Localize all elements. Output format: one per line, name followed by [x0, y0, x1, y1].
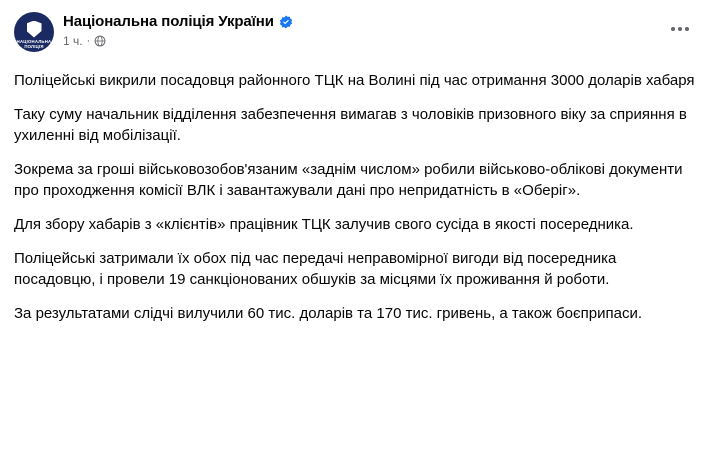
meta-separator: ·	[86, 35, 91, 47]
avatar-label: НАЦІОНАЛЬНА ПОЛІЦІЯ	[16, 39, 52, 49]
post-text	[14, 70, 695, 324]
post-meta	[63, 34, 293, 48]
post-paragraph: Таку суму начальник відділення забезпечення вимагав з чоловіків призовного віку за сприяння в ухиленні від мобілізації.	[14, 106, 687, 144]
police-shield-icon	[27, 21, 42, 38]
globe-icon	[94, 35, 106, 47]
author-row	[63, 13, 293, 31]
post-timestamp[interactable]: 1 ч.	[63, 34, 83, 48]
post-paragraph: За результатами слідчі вилучили 60 тис. доларів та 170 тис. гривень, а також боєприпаси.	[14, 305, 643, 322]
avatar[interactable]	[14, 12, 54, 52]
post-paragraph: Поліцейські затримали їх обох під час передачі неправомірної вигоди від посередника посадовцю, і провели 19 санкціонованих обшуків за місцями їх проживання й роботи.	[14, 250, 617, 288]
post-header-texts	[63, 12, 293, 48]
post-paragraph: Зокрема за гроші військовозобов'язаним «заднім числом» робили військово-облікові документи про проходження комісії ВЛК і завантажували дані про непридатність в «Оберіг».	[14, 161, 683, 199]
ellipsis-icon	[685, 27, 689, 31]
ellipsis-icon	[678, 27, 682, 31]
post-paragraph: Для збору хабарів з «клієнтів» працівник ТЦК залучив свого сусіда в якості посередника.	[14, 216, 634, 233]
post-paragraph: Поліцейські викрили посадовця районного ТЦК на Волині під час отримання 3000 доларів хабаря	[14, 72, 695, 89]
author-name[interactable]: Національна поліція України	[63, 13, 274, 30]
post-header	[14, 12, 695, 58]
verified-badge-icon	[279, 15, 293, 29]
ellipsis-icon	[671, 27, 675, 31]
post-options-button[interactable]	[665, 18, 695, 40]
